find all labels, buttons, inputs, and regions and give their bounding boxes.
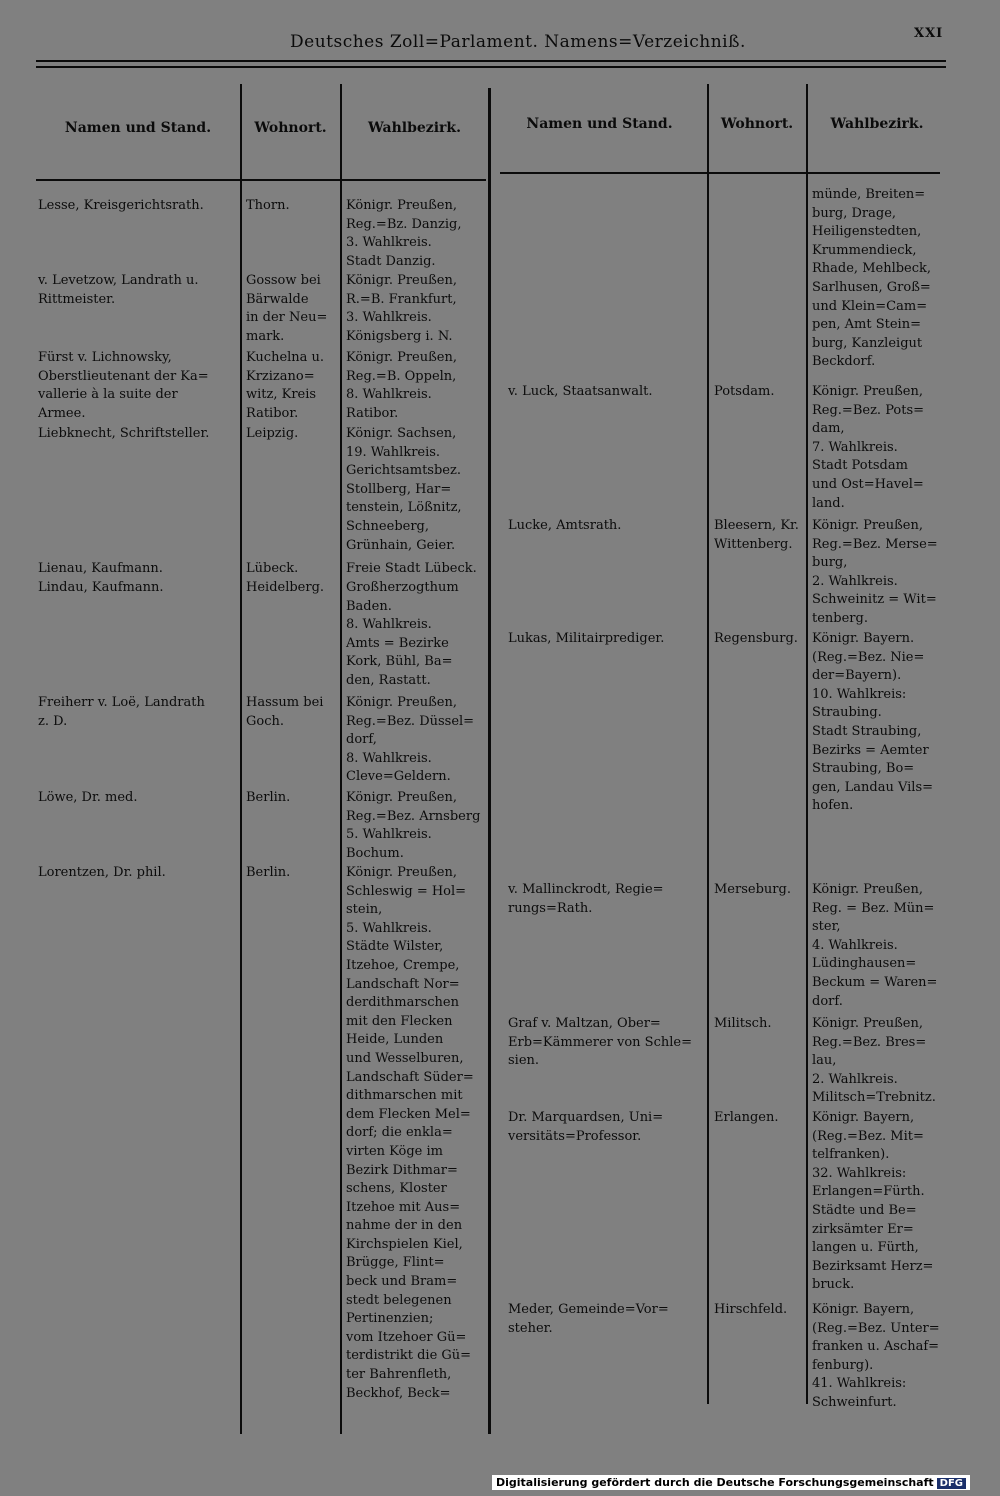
entry-wohnort: Thorn.: [246, 198, 290, 213]
colhead-right-bezirk: Wahlbezirk.: [830, 116, 924, 132]
entry-wohnort: Kuchelna u. Krzizano= witz, Kreis Ratibor.: [246, 350, 325, 421]
entry-name: Lorentzen, Dr. phil.: [38, 865, 166, 880]
entry-wohnort: Potsdam.: [714, 384, 775, 399]
entry-bezirk: Freie Stadt Lübeck.: [346, 561, 477, 576]
entry-bezirk: Königr. Bayern. (Reg.=Bez. Nie= der=Bayern). 10. Wahlkreis: Straubing. Stadt Straubing, Bezirks = Aemter Straubing, Bo= gen, Landau Vils= hofen.: [812, 631, 934, 814]
entry-name: Dr. Marquardsen, Uni= versitäts=Professor.: [508, 1110, 664, 1144]
col-divider: [707, 84, 709, 1404]
entry-name: Lukas, Militairprediger.: [508, 631, 665, 646]
entry-bezirk: Königr. Preußen, Reg. = Bez. Mün= ster, 4. Wahlkreis. Lüdinghausen= Beckum = Waren= dorf.: [812, 882, 938, 1009]
entry-name: Lucke, Amtsrath.: [508, 518, 622, 533]
entry-wohnort: Hassum bei Goch.: [246, 695, 324, 729]
entry-name: Lindau, Kaufmann.: [38, 580, 164, 595]
entry-bezirk: Königr. Preußen, Reg.=Bez. Arnsberg 5. Wahlkreis. Bochum.: [346, 790, 481, 861]
entry-wohnort: Militsch.: [714, 1016, 772, 1031]
colhead-rule-right: [500, 172, 940, 174]
colhead-right-wohnort: Wohnort.: [720, 116, 794, 132]
colhead-right-name: Namen und Stand.: [526, 116, 673, 132]
col-divider: [340, 84, 342, 1434]
entry-name: Graf v. Maltzan, Ober= Erb=Kämmerer von Schle= sien.: [508, 1016, 692, 1069]
entry-wohnort: Heidelberg.: [246, 580, 325, 595]
entry-wohnort: Erlangen.: [714, 1110, 779, 1125]
entry-bezirk: Königr. Bayern, (Reg.=Bez. Mit= telfranken). 32. Wahlkreis: Erlangen=Fürth. Städte und Be= zirksämter Er= langen u. Fürth, Bezirksamt Herz= bruck.: [812, 1110, 934, 1293]
entry-wohnort: Leipzig.: [246, 426, 299, 441]
colhead-rule-left: [36, 179, 486, 181]
center-divider: [488, 88, 491, 1434]
entry-wohnort: Berlin.: [246, 790, 291, 805]
entry-bezirk: Königr. Bayern, (Reg.=Bez. Unter= franken u. Aschaf= fenburg). 41. Wahlkreis: Schweinfurt.: [812, 1302, 940, 1410]
colhead-left-wohnort: Wohnort.: [254, 120, 327, 136]
entry-name: v. Luck, Staatsanwalt.: [508, 384, 653, 399]
header-rule: [36, 60, 946, 62]
entry-name: Löwe, Dr. med.: [38, 790, 138, 805]
entry-name: v. Levetzow, Landrath u. Rittmeister.: [38, 273, 199, 307]
entry-bezirk: Königr. Preußen, Reg.=B. Oppeln, 8. Wahlkreis. Ratibor.: [346, 350, 458, 421]
entry-wohnort: Regensburg.: [714, 631, 798, 646]
entry-name: Liebknecht, Schriftsteller.: [38, 426, 210, 441]
entry-bezirk: Königr. Preußen, R.=B. Frankfurt, 3. Wahlkreis. Königsberg i. N.: [346, 273, 458, 344]
entry-wohnort: Bleesern, Kr. Wittenberg.: [714, 518, 799, 552]
entry-name: Fürst v. Lichnowsky, Oberstlieutenant der Ka= vallerie à la suite der Armee.: [38, 350, 209, 421]
dfg-logo-icon: DFG: [937, 1478, 966, 1489]
entry-wohnort: Hirschfeld.: [714, 1302, 788, 1317]
entry-name: Lesse, Kreisgerichtsrath.: [38, 198, 204, 213]
entry-bezirk: Königr. Preußen, Schleswig = Hol= stein, 5. Wahlkreis. Städte Wilster, Itzehoe, Crempe, Landschaft Nor= derdithmarschen mit den Flecken Heide, Lunden und Wesselburen, Landschaft Süder= dithmarschen mit dem Flecken Mel= dorf; die enkla= virten Köge im Bezirk Dithmar= schens, Kloster Itzehoe mit Aus= nahme der in den Kirchspielen Kiel, Brügge, Flint= beck und Bram= stedt belegenen Pertinenzien; vom Itzehoer Gü= terdistrikt die Gü= ter Bahrenfleth, Beckhof, Beck=: [346, 865, 474, 1401]
entry-bezirk: Königr. Sachsen, 19. Wahlkreis. Gerichtsamtsbez. Stollberg, Har= tenstein, Lößnitz, Schneeberg, Grünhain, Geier.: [346, 426, 462, 553]
funding-footer: [492, 1475, 970, 1490]
entry-name: Freiherr v. Loë, Landrath z. D.: [38, 695, 205, 729]
entry-bezirk: Königr. Preußen, Reg.=Bez. Bres= lau, 2. Wahlkreis. Militsch=Trebnitz.: [812, 1016, 936, 1106]
entry-name: v. Mallinckrodt, Regie= rungs=Rath.: [508, 882, 664, 916]
col-divider: [240, 84, 242, 1434]
entry-bezirk: Königr. Preußen, Reg.=Bez. Merse= burg, 2. Wahlkreis. Schweinitz = Wit= tenberg.: [812, 518, 938, 626]
colhead-left-bezirk: Wahlbezirk.: [368, 120, 461, 136]
header-rule-2: [36, 66, 946, 68]
entry-wohnort: Berlin.: [246, 865, 291, 880]
entry-wohnort: Gossow bei Bärwalde in der Neu= mark.: [246, 273, 328, 344]
entry-bezirk: Königr. Preußen, Reg.=Bez. Düssel= dorf, 8. Wahlkreis. Cleve=Geldern.: [346, 695, 475, 785]
footer-text: Digitalisierung gefördert durch die Deutsche Forschungsgemeinschaft: [495, 1476, 934, 1489]
col-divider: [806, 84, 808, 1404]
entry-name: Meder, Gemeinde=Vor= steher.: [508, 1302, 669, 1336]
entry-bezirk: Großherzogthum Baden. 8. Wahlkreis. Amts = Bezirke Kork, Bühl, Ba= den, Rastatt.: [346, 580, 459, 688]
entry-bezirk: Königr. Preußen, Reg.=Bz. Danzig, 3. Wahlkreis. Stadt Danzig.: [346, 198, 462, 269]
entry-bezirk: münde, Breiten= burg, Drage, Heiligenstedten, Krummendieck, Rhade, Mehlbeck, Sarlhusen, Groß= und Klein=Cam= pen, Amt Stein= burg, Kanzleigut Beckdorf.: [812, 187, 932, 370]
entry-wohnort: Merseburg.: [714, 882, 791, 897]
entry-name: Lienau, Kaufmann.: [38, 561, 163, 576]
entry-wohnort: Lübeck.: [246, 561, 299, 576]
colhead-left-name: Namen und Stand.: [64, 120, 212, 136]
running-title: Deutsches Zoll=Parlament. Namens=Verzeichniß.: [290, 32, 746, 52]
page-number: XXI: [914, 26, 944, 41]
entry-bezirk: Königr. Preußen, Reg.=Bez. Pots= dam, 7. Wahlkreis. Stadt Potsdam und Ost=Havel= land.: [812, 384, 925, 511]
